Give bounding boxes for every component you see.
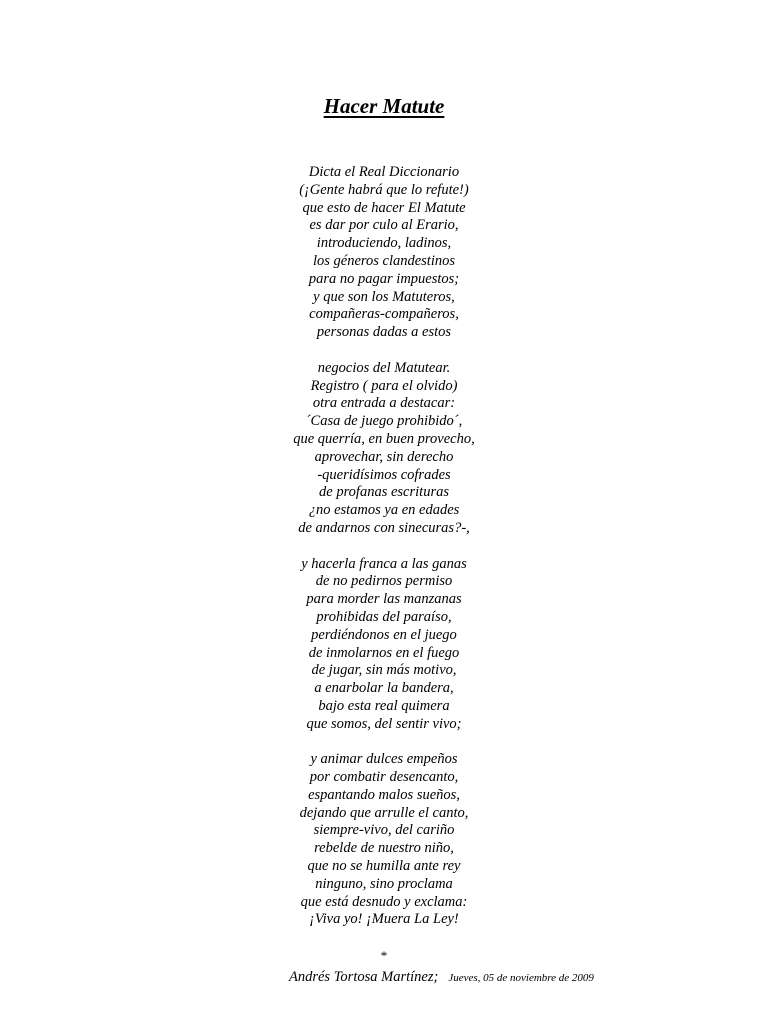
poem-line: otra entrada a destacar:: [312, 395, 456, 412]
poem-line: ¡Viva yo! ¡Muera La Ley!: [309, 911, 459, 928]
poem-line: de inmolarnos en el fuego: [308, 644, 460, 661]
poem-title: Hacer Matute: [323, 94, 445, 118]
poem-line: que está desnudo y exclama:: [300, 893, 468, 910]
poem-line: dejando que arrulle el canto,: [299, 804, 469, 821]
poem-line: los géneros clandestinos: [312, 252, 456, 269]
poem-line: a enarbolar la bandera,: [314, 680, 454, 697]
poem-line: compañeras-compañeros,: [309, 306, 459, 323]
separator-asterisk: *: [380, 948, 388, 963]
poem-line: de jugar, sin más motivo,: [311, 662, 457, 679]
poem-line: bajo esta real quimera: [318, 697, 450, 714]
poem-line: de andarnos con sinecuras?-,: [298, 519, 470, 536]
signature-date: Jueves, 05 de noviembre de 2009: [448, 972, 594, 984]
poem-line: ninguno, sino proclama: [315, 875, 453, 892]
poem-line: que somos, del sentir vivo;: [306, 715, 462, 732]
author-name: Andrés Tortosa Martínez;: [289, 969, 439, 985]
poem-line: perdiéndonos en el juego: [311, 626, 457, 643]
poem-line: ´Casa de juego prohibido´,: [305, 413, 463, 430]
poem-line: Dicta el Real Diccionario: [308, 164, 460, 180]
poem-line: para no pagar impuestos;: [308, 270, 460, 287]
poem-line: y que son los Matuteros,: [313, 288, 455, 305]
poem-line: introduciendo, ladinos,: [316, 235, 452, 252]
stanza: [0, 556, 768, 734]
poem-line: aprovechar, sin derecho: [314, 448, 454, 465]
poem-line: que esto de hacer El Matute: [302, 199, 466, 216]
poem-line: por combatir desencanto,: [309, 769, 459, 786]
poem-line: que no se humilla ante rey: [307, 858, 461, 875]
signature-line: [289, 967, 594, 988]
poem-line: negocios del Matutear.: [317, 359, 451, 376]
poem-line: de profanas escrituras: [319, 484, 449, 501]
poem-line: y animar dulces empeños: [310, 751, 458, 768]
stanza: [0, 751, 768, 929]
stanza: [0, 164, 768, 342]
poem-line: que querría, en buen provecho,: [293, 430, 475, 447]
poem-line: prohibidas del paraíso,: [316, 608, 452, 625]
poem-line: (¡Gente habrá que lo refute!): [299, 181, 469, 198]
poem-line: Registro ( para el olvido): [310, 377, 458, 394]
poem-line: personas dadas a estos: [316, 324, 452, 341]
poem-line: y hacerla franca a las ganas: [301, 555, 467, 572]
poem-line: de no pedirnos permiso: [315, 573, 453, 590]
poem-line: rebelde de nuestro niño,: [314, 840, 454, 857]
poem-line: siempre-vivo, del cariño: [313, 822, 455, 839]
poem-line: -queridísimos cofrades: [317, 466, 451, 483]
poem-line: espantando malos sueños,: [308, 786, 460, 803]
poem-line: para morder las manzanas: [306, 591, 462, 608]
poem-body: [0, 164, 768, 929]
stanza: [0, 360, 768, 538]
poem-line: ¿no estamos ya en edades: [308, 502, 460, 519]
poem-line: es dar por culo al Erario,: [309, 217, 459, 234]
